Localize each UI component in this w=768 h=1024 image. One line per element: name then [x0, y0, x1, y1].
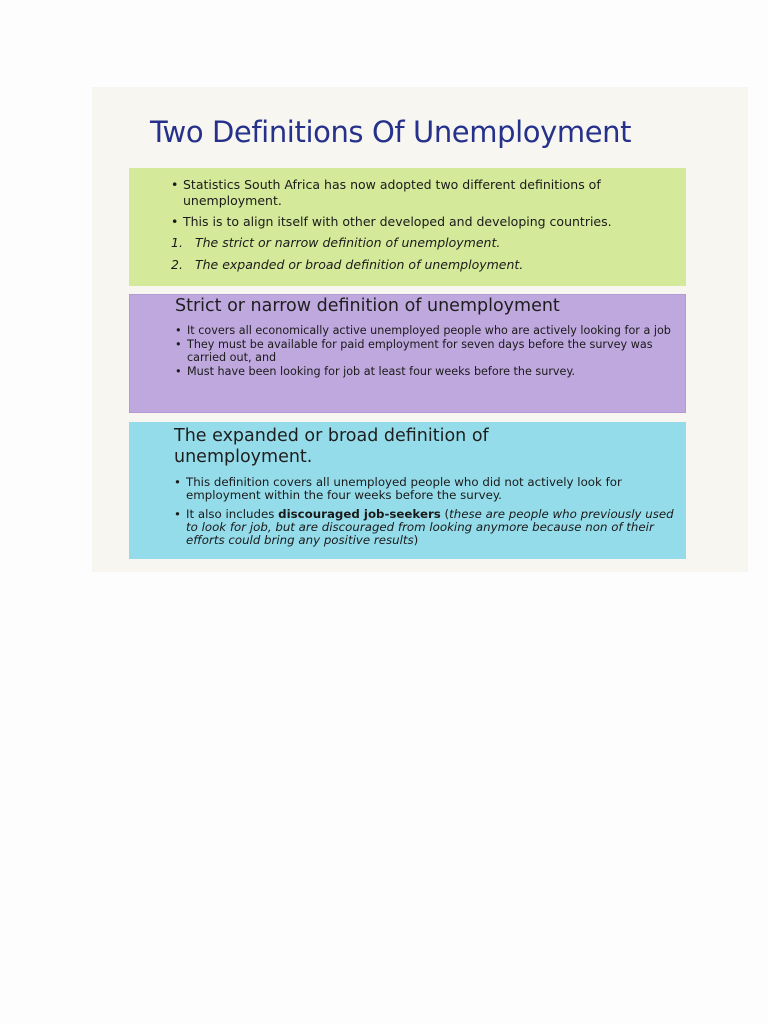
intro-numbered-list	[171, 235, 672, 273]
item-number: 2.	[171, 257, 183, 272]
strict-bullet-list	[175, 324, 673, 378]
strict-definition-panel	[129, 294, 686, 413]
broad-bullet-list	[174, 476, 674, 547]
item-text: The expanded or broad definition of unemployment.	[195, 257, 524, 272]
broad-bullet	[174, 508, 674, 547]
intro-bullet: • Statistics South Africa has now adopted two different definitions of unemployment.	[171, 177, 672, 209]
strict-heading: Strict or narrow definition of unemployment	[175, 296, 560, 316]
item-text: The strict or narrow definition of unemployment.	[195, 235, 501, 250]
discouraged-job-seekers-term: discouraged job-seekers	[278, 507, 441, 521]
slide	[92, 87, 748, 572]
broad-bullet-prefix: It also includes	[186, 507, 279, 521]
item-number: 1.	[171, 235, 183, 250]
numbered-item	[171, 235, 672, 251]
slide-title: Two Definitions Of Unemployment	[150, 115, 632, 149]
paren-close: )	[413, 533, 419, 547]
strict-bullet: • It covers all economically active unemployed people who are actively looking for a job	[175, 324, 673, 337]
broad-bullet: • This definition covers all unemployed people who did not actively look for employment within the four weeks before the survey.	[174, 476, 674, 502]
strict-bullet: • Must have been looking for job at least four weeks before the survey.	[175, 365, 673, 378]
intro-bullet: • This is to align itself with other developed and developing countries.	[171, 214, 672, 230]
paren-open: (	[440, 507, 450, 521]
broad-definition-panel	[129, 422, 686, 559]
intro-bullet-list	[171, 177, 672, 230]
intro-panel	[129, 168, 686, 286]
discouraged-explanation: these are people who previously used to look for job, but are discouraged from looking anymore because non of their efforts could bring any positive results	[186, 507, 674, 547]
broad-heading: The expanded or broad definition of unemployment.	[174, 426, 489, 467]
strict-bullet: • They must be available for paid employment for seven days before the survey was carried out, and	[175, 338, 673, 364]
numbered-item	[171, 257, 672, 273]
